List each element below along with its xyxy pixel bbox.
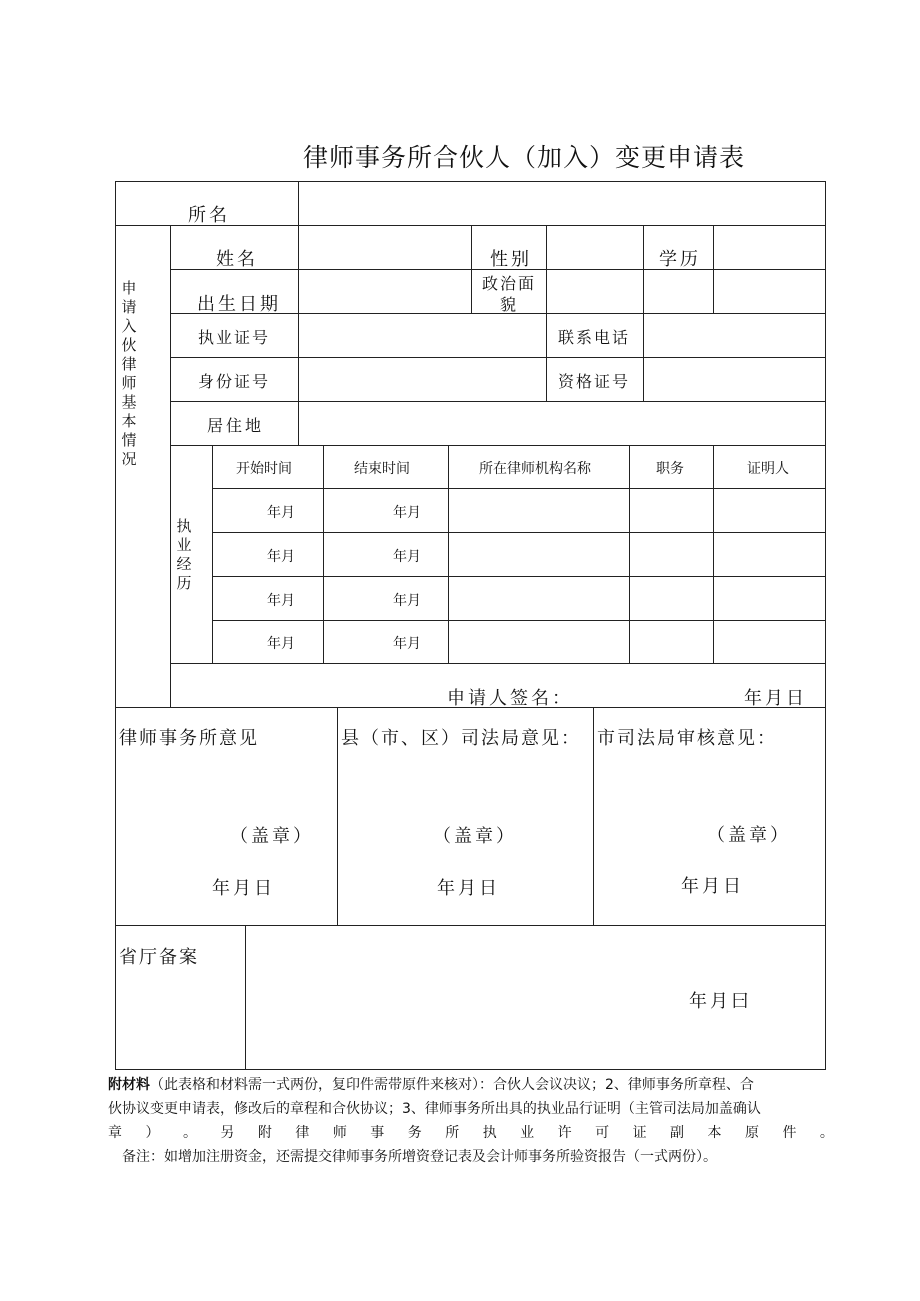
political-status-label-line2: 貌 bbox=[500, 295, 517, 314]
start-date-cell[interactable]: 年月 bbox=[267, 593, 295, 609]
section-experience-label: 执 业 经 历 bbox=[176, 517, 192, 592]
blank-cell[interactable] bbox=[645, 271, 712, 312]
birth-date-field[interactable] bbox=[300, 271, 470, 312]
start-date-cell[interactable]: 年月 bbox=[267, 636, 295, 652]
provincial-record-label: 省厅备案 bbox=[119, 947, 199, 968]
license-no-label: 执业证号 bbox=[198, 328, 271, 347]
name-label: 姓名 bbox=[216, 249, 258, 270]
qualification-no-label: 资格证号 bbox=[558, 372, 631, 391]
end-date-cell[interactable]: 年月 bbox=[393, 593, 421, 609]
col-start-header: 开始时间 bbox=[236, 461, 292, 477]
birth-date-label: 出生日期 bbox=[197, 294, 281, 315]
gender-field[interactable] bbox=[548, 227, 642, 268]
county-opinion-label: 县（市、区）司法局意见： bbox=[341, 728, 581, 749]
remarks-note: 备注：如增加注册资金，还需提交律师事务所增资登记表及会计师事务所验资报告（一式两份）。 bbox=[122, 1149, 717, 1165]
license-no-field[interactable] bbox=[300, 315, 545, 356]
id-no-label: 身份证号 bbox=[198, 372, 271, 391]
section-basic-info-label: 申 请 入 伙 律 师 基 本 情 况 bbox=[121, 279, 137, 468]
form-title: 律师事务所合伙人（加入）变更申请表 bbox=[302, 143, 745, 172]
firm-opinion-date: 年月日 bbox=[212, 878, 275, 899]
end-date-cell[interactable]: 年月 bbox=[393, 549, 421, 565]
education-label: 学历 bbox=[659, 249, 701, 270]
political-status-field[interactable] bbox=[548, 271, 642, 312]
attachments-note bbox=[108, 1073, 834, 1169]
political-status-label-line1: 政治面 bbox=[482, 274, 537, 293]
residence-field[interactable] bbox=[300, 403, 824, 444]
end-date-cell[interactable]: 年月 bbox=[393, 636, 421, 652]
phone-label: 联系电话 bbox=[558, 328, 631, 347]
applicant-date: 年月日 bbox=[744, 688, 807, 709]
firm-name-field[interactable] bbox=[300, 183, 824, 224]
blank-cell[interactable] bbox=[715, 271, 824, 312]
gender-label: 性别 bbox=[490, 249, 532, 270]
col-org-header: 所在律师机构名称 bbox=[479, 461, 591, 477]
end-date-cell[interactable]: 年月 bbox=[393, 505, 421, 521]
qualification-no-field[interactable] bbox=[645, 359, 824, 400]
name-field[interactable] bbox=[300, 227, 470, 268]
city-seal: （盖章） bbox=[707, 825, 791, 846]
id-no-field[interactable] bbox=[300, 359, 545, 400]
provincial-record-date: 年月曰 bbox=[689, 991, 752, 1012]
start-date-cell[interactable]: 年月 bbox=[267, 549, 295, 565]
firm-seal: （盖章） bbox=[230, 826, 314, 847]
attachments-line-2: 伙协议变更申请表，修改后的章程和合伙协议；3、律师事务所出具的执业品行证明（主管司法局加盖确认 bbox=[108, 1101, 761, 1117]
county-opinion-date: 年月日 bbox=[437, 878, 500, 899]
col-end-header: 结束时间 bbox=[354, 461, 410, 477]
firm-name-label: 所名 bbox=[188, 205, 230, 226]
attachments-heading: 附材料 bbox=[108, 1077, 150, 1093]
attachments-line-3: 章 ） 。 另 附 律 师 事 务 所 执 业 许 可 证 副 本 原 件 。 bbox=[108, 1125, 834, 1141]
attachments-line-1: （此表格和材料需一式两份，复印件需带原件来核对）：合伙人会议决议；2、律师事务所章程、合 bbox=[150, 1077, 754, 1093]
residence-label: 居住地 bbox=[207, 416, 265, 435]
county-seal: （盖章） bbox=[433, 826, 517, 847]
start-date-cell[interactable]: 年月 bbox=[267, 505, 295, 521]
col-position-header: 职务 bbox=[656, 461, 684, 477]
applicant-signature-label: 申请人签名： bbox=[447, 688, 573, 709]
firm-opinion-label: 律师事务所意见 bbox=[119, 728, 259, 749]
city-opinion-label: 市司法局审核意见： bbox=[597, 728, 777, 749]
education-field[interactable] bbox=[715, 227, 824, 268]
phone-field[interactable] bbox=[645, 315, 824, 356]
city-opinion-date: 年月日 bbox=[681, 876, 744, 897]
col-witness-header: 证明人 bbox=[747, 461, 789, 477]
